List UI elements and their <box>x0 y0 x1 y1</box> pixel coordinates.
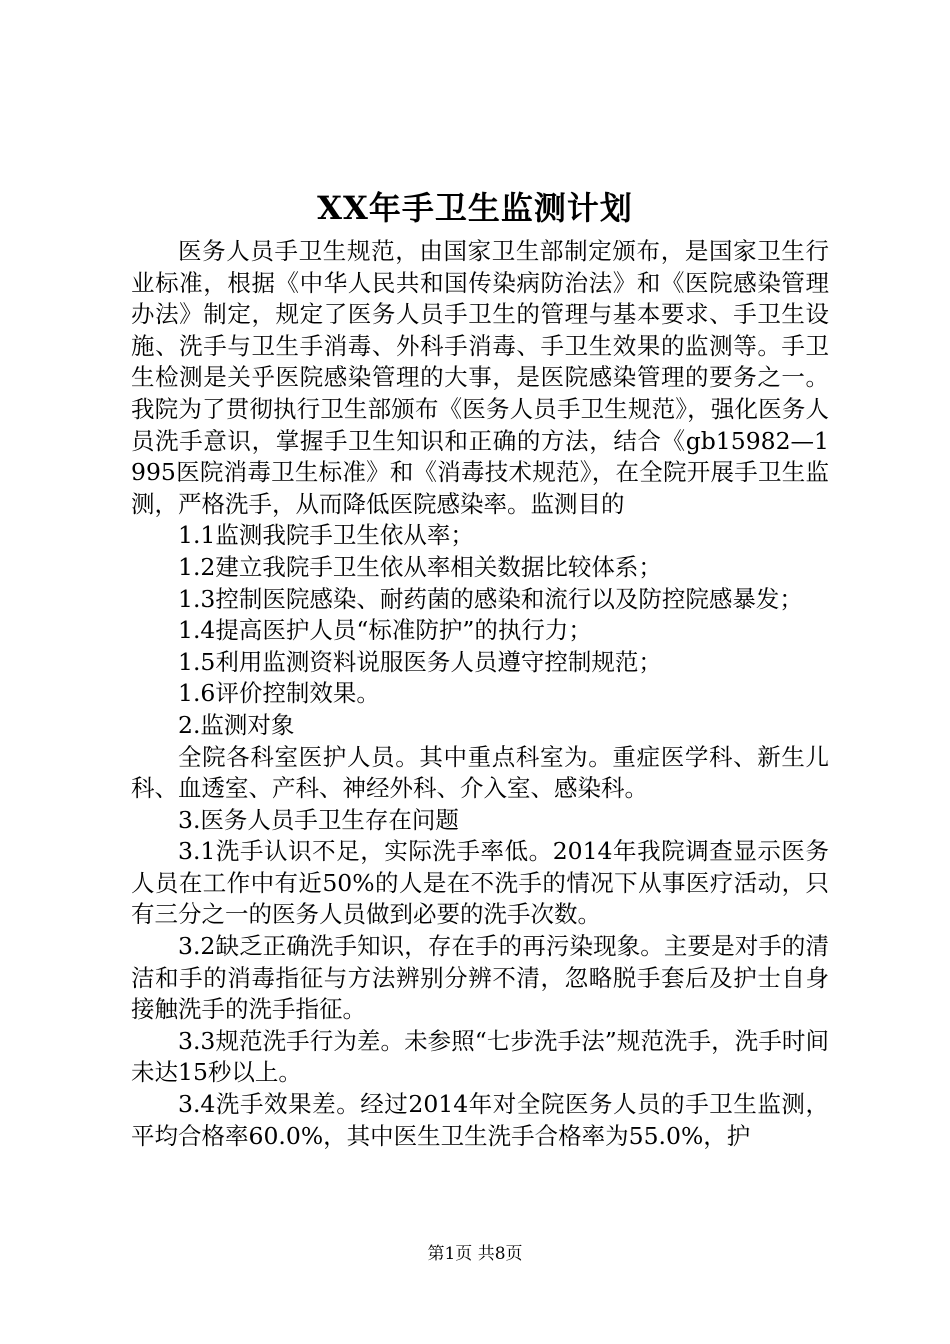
section-heading-3: 3.医务人员手卫生存在问题 <box>178 805 459 834</box>
objective-item-1-5: 1.5利用监测资料说服医务人员遵守控制规范； <box>178 647 662 676</box>
objective-item-1-4: 1.4提高医护人员“标准防护”的执行力； <box>178 616 592 645</box>
objective-item-1-6: 1.6评价控制效果。 <box>178 679 380 708</box>
document-title: XX年手卫生监测计划 <box>317 189 633 227</box>
problem-item-3-3: 3.3规范洗手行为差。未参照“七步洗手法”规范洗手，洗手时间未达15秒以上。 <box>131 1026 829 1087</box>
page-footer: 第1页 共8页 <box>427 1244 523 1264</box>
problem-item-3-1: 3.1洗手认识不足，实际洗手率低。2014年我院调查显示医务人员在工作中有近50%的人是在不洗手的情况下从事医疗活动，只有三分之一的医务人员做到必要的洗手次数。 <box>131 837 829 929</box>
problem-item-3-4: 3.4洗手效果差。经过2014年对全院医务人员的手卫生监测，平均合格率60.0%，其中医生卫生洗手合格率为55.0%，护 <box>131 1090 829 1150</box>
objective-item-1-3: 1.3控制医院感染、耐药菌的感染和流行以及防控院感暴发； <box>178 584 803 613</box>
document-body <box>131 236 829 1152</box>
intro-paragraph: 医务人员手卫生规范，由国家卫生部制定颁布，是国家卫生行业标准，根据《中华人民共和国传染病防治法》和《医院感染管理办法》制定，规定了医务人员手卫生的管理与基本要求、手卫生设施、洗手与卫生手消毒、外科手消毒、手卫生效果的监测等。手卫生检测是关乎医院感染管理的大事，是医院感染管理的要务之一。我院为了贯彻执行卫生部颁布《医务人员手卫生规范》，强化医务人员洗手意识，掌握手卫生知识和正确的方法，结合《gb15982—1995医院消毒卫生标准》和《消毒技术规范》，在全院开展手卫生监测，严格洗手，从而降低医院感染率。监测目的 <box>131 237 829 518</box>
objective-item-1-1: 1.1监测我院手卫生依从率； <box>178 521 474 550</box>
objective-item-1-2: 1.2建立我院手卫生依从率相关数据比较体系； <box>178 552 662 581</box>
section-heading-2: 2.监测对象 <box>178 710 295 739</box>
problem-item-3-2: 3.2缺乏正确洗手知识，存在手的再污染现象。主要是对手的清洁和手的消毒指征与方法辨别分辨不清，忽略脱手套后及护士自身接触洗手的洗手指征。 <box>131 932 829 1024</box>
monitoring-targets-paragraph: 全院各科室医护人员。其中重点科室为。重症医学科、新生儿科、血透室、产科、神经外科、介入室、感染科。 <box>131 742 829 803</box>
